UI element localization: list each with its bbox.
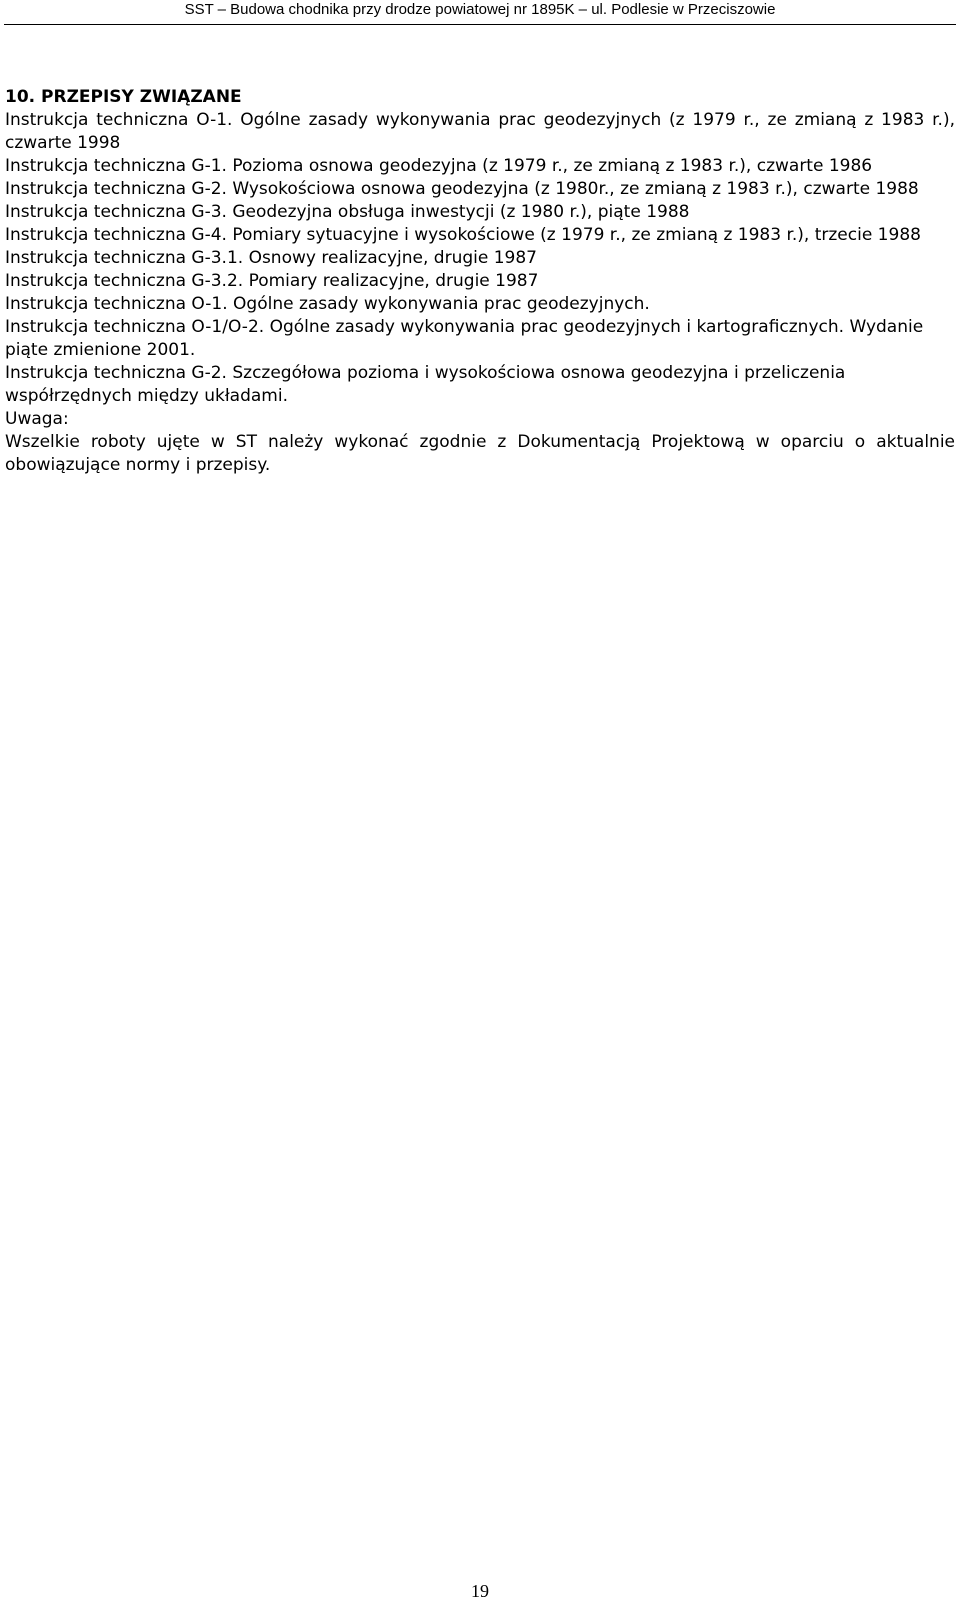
page-number-value: 19 [471, 1581, 489, 1601]
page-number [0, 1580, 960, 1602]
header-divider [4, 24, 956, 25]
regulation-item-o1-o2: Instrukcja techniczna O-1/O-2. Ogólne zasady wykonywania prac geodezyjnych i kartograficznych. Wydanie piąte zmienione 2001. [5, 317, 924, 360]
regulation-item-g3: Instrukcja techniczna G-3. Geodezyjna obsługa inwestycji (z 1980 r.), piąte 1988 [5, 202, 690, 222]
running-header [0, 0, 960, 26]
regulation-item-o1: Instrukcja techniczna O-1. Ogólne zasady wykonywania prac geodezyjnych (z 1979 r., ze zmianą z 1983 r.), czwarte 1998 [5, 110, 955, 153]
regulation-item-g1: Instrukcja techniczna G-1. Pozioma osnowa geodezyjna (z 1979 r., ze zmianą z 1983 r.), czwarte 1986 [5, 156, 873, 176]
note-label: Uwaga: [5, 409, 69, 429]
section-heading: 10. PRZEPISY ZWIĄZANE [5, 87, 242, 107]
regulation-item-g4: Instrukcja techniczna G-4. Pomiary sytuacyjne i wysokościowe (z 1979 r., ze zmianą z 1983 r.), trzecie 1988 [5, 225, 921, 245]
regulation-item-g2-detailed: Instrukcja techniczna G-2. Szczegółowa pozioma i wysokościowa osnowa geodezyjna i przeliczenia współrzędnych między układami. [5, 363, 846, 406]
running-header-title: SST – Budowa chodnika przy drodze powiatowej nr 1895K – ul. Podlesie w Przeciszowie [184, 1, 776, 18]
regulation-item-g2: Instrukcja techniczna G-2. Wysokościowa osnowa geodezyjna (z 1980r., ze zmianą z 1983 r.), czwarte 1988 [5, 179, 919, 199]
regulation-item-g3-1: Instrukcja techniczna G-3.1. Osnowy realizacyjne, drugie 1987 [5, 248, 537, 268]
note-text: Wszelkie roboty ujęte w ST należy wykonać zgodnie z Dokumentacją Projektową w oparciu o aktualnie obowiązujące normy i przepisy. [5, 432, 955, 475]
regulation-item-o1-general: Instrukcja techniczna O-1. Ogólne zasady wykonywania prac geodezyjnych. [5, 294, 650, 314]
document-body [5, 86, 955, 477]
regulation-item-g3-2: Instrukcja techniczna G-3.2. Pomiary realizacyjne, drugie 1987 [5, 271, 539, 291]
